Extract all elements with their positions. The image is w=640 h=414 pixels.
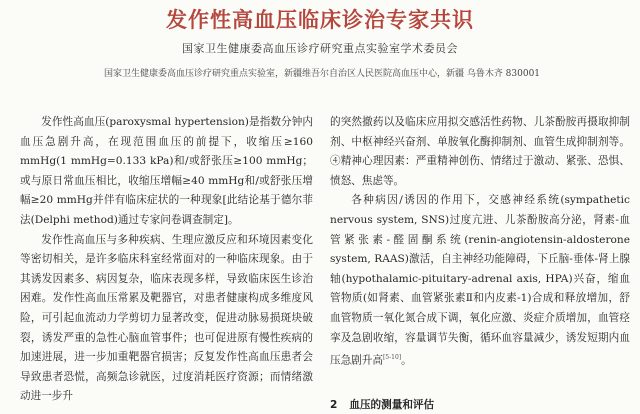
paragraph-definition: 发作性高血压(paroxysmal hypertension)是指数分钟内血压急剧升高，在现范围血压的前提下，收缩压≥160 mmHg(1 mmHg=0.133 kPa)和/或舒张压≥100 mmHg；或与原日常血压相比，收缩压增幅≥40 mmHg和/或舒张压增幅≥20 mmHg并伴有临床症状的一种现象[此结论基于德尔菲法(Delphi method)通过专家问卷调查制定]。 [20, 116, 313, 226]
authors-line: 国家卫生健康委高血压诊疗研究重点实验室学术委员会 [182, 42, 458, 55]
paragraph-causes-continued: 的突然撤药以及临床应用拟交感活性药物、儿茶酚胺再摄取抑制剂、中枢神经兴奋剂、单胺氧化酶抑制剂、血管生成抑制剂等。④精神心理因素：严重精神创伤、情绪过于激动、紧张、恐惧、愤怒、焦虑等。 [330, 116, 630, 187]
mechanism-period: 。 [401, 354, 412, 367]
article-title: 发作性高血压临床诊治专家共识 [166, 7, 474, 32]
section-heading [330, 397, 434, 412]
right-column [330, 113, 630, 371]
citation-ref: [5-10] [382, 354, 402, 362]
mechanism-text: 各种病因/诱因的作用下，交感神经系统(sympathetic nervous system, SNS)过度亢进、儿茶酚胺高分泌，肾素-血管紧张素-醛固酮系统(renin-angiotensin-aldosterone system, RAAS)激活，自主神经功能障碍，下丘脑-垂体-肾上腺轴(hypothalamic-pituitary-adrenal axis, HPA)兴奋，缩血管物质(如肾素、血管紧张素Ⅱ和内皮素-1)合成和释放增加，舒血管物质一氧化氮合成下调，氧化应激、炎症介质增加，血管痉挛及急剧收缩，容量调节失衡，循环血容量减少，诱发短期内血压急剧升高 [330, 194, 630, 367]
paragraph-clinical-significance: 发作性高血压与多种疾病、生理应激反应和环境因素变化等密切相关，是许多临床科室经常面对的一种临床现象。由于其诱发因素多、病因复杂，临床表现多样，导致临床医生诊治困难。发作性高血压常累及靶器官，对患者健康构成多维度风险，可引起血流动力学剪切力显著改变，促进动脉易损斑块破裂，诱发严重的急性心脑血管事件；也可促进原有慢性疾病的加速进展，进一步加重靶器官损害；反复发作性高血压患者会导致患者恐慌，高频急诊就医，过度消耗医疗资源；而情绪激动进一步升 [20, 233, 313, 403]
section-title: 血压的测量和评估 [349, 399, 435, 411]
affiliation-line: 国家卫生健康委高血压诊疗研究重点实验室，新疆维吾尔自治区人民医院高血压中心，新疆 乌鲁木齐 830001 [103, 69, 541, 79]
left-column [20, 113, 313, 407]
section-number: 2 [330, 399, 338, 411]
paragraph-mechanism [330, 191, 630, 371]
